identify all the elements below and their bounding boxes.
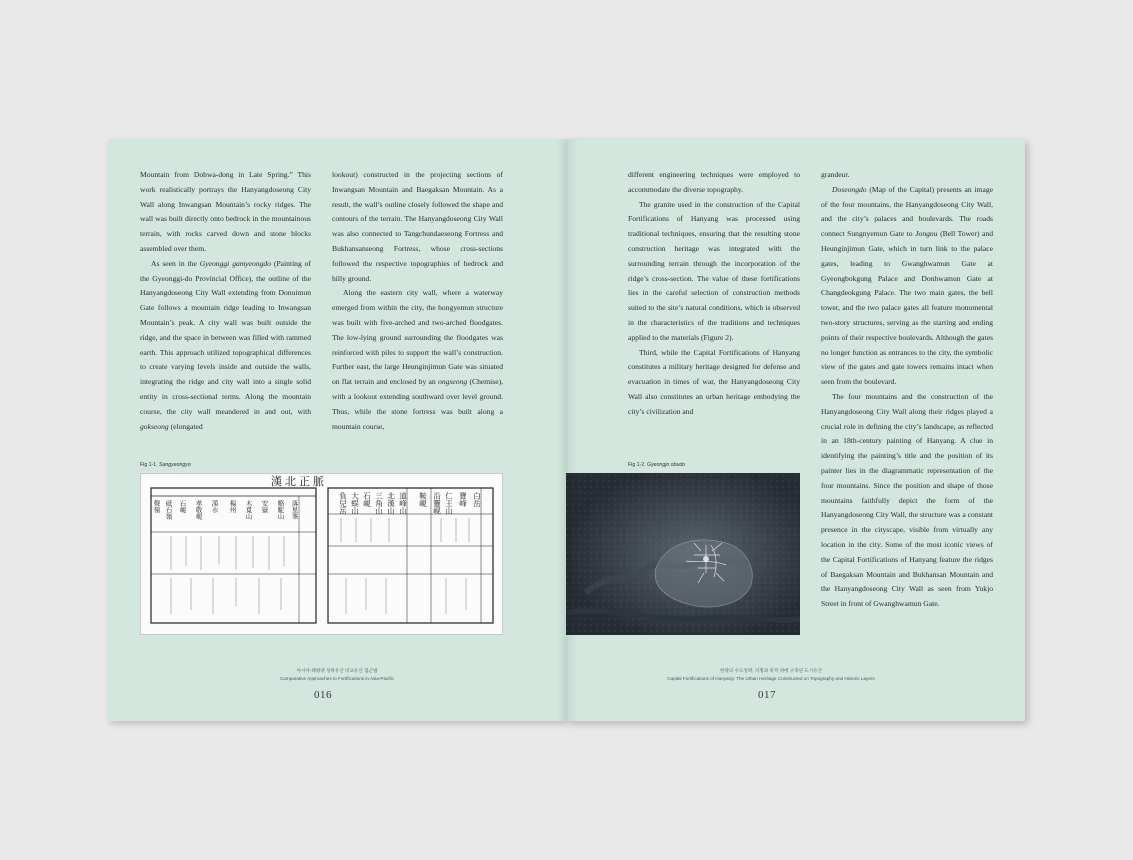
body-paragraph: The granite used in the construction of the Capital Fortifications of Hanyang was processed using traditional techniques, ensuring that the resulting stone construction heritage was integrated with the surrounding terrain through the incorporation of the ridge’s cross-section. The value of these fortifications lies in the careful selection of construction methods suited to the site’s natural conditions, which is observed in the characteristics of the traditions and techniques applied to the materials (Figure 2). <box>628 199 800 342</box>
body-paragraph: different engineering techniques were employed to accommodate the diverse topography. <box>628 170 800 194</box>
right-page <box>566 139 1025 721</box>
caption-prefix: Fig 1-1. <box>140 462 160 468</box>
document-column-label: 寶峰 <box>458 492 468 507</box>
document-column-label: 石峴 <box>362 492 372 507</box>
document-column-label: 道峰山 <box>398 492 408 515</box>
document-header-title: 漢北正脈 <box>271 475 327 488</box>
document-column-label: 砥石嶺 <box>164 500 173 520</box>
document-column-label: 三角山 <box>374 492 384 515</box>
figure-old-document <box>140 473 503 635</box>
body-paragraph: Along the eastern city wall, where a waterway emerged from within the city, the hongyemun structure was built with five-arched and two-arched floodgates. The low-lying ground surrounding the floodgates was reinforced with piles to support the wall’s construction. Further east, the large Heunginjimun Gate was situated on flat terrain and enclosed by an ongseong (Chemise), with a lookout extending southward over level ground. Thus, while the stone fortress was built along a mountain course, <box>332 288 504 431</box>
right-page-column-1 <box>628 168 800 420</box>
left-page <box>108 139 566 721</box>
document-column-label: 白岳 <box>472 492 482 507</box>
document-column-label: 聲嶺 <box>152 500 161 513</box>
document-column-label: 木覓山 <box>244 500 253 520</box>
document-column-label: 孝敬峴 <box>194 500 203 520</box>
body-paragraph: lookout) constructed in the projecting sections of Inwangsan Mountain and Baegaksan Mountain. As a result, the wall’s outline closely followed the shape and contours of the terrain. The Hanyangdoseong City Wall was also connected to Tangchundaeseong Fortress and Bukhansanseong Fortress, whose cross-sections followed the respective topographies of bedrock and hilly ground. <box>332 170 503 283</box>
document-column-label: 楊州 <box>228 500 237 513</box>
aerial-map-graphic <box>566 473 800 635</box>
document-column-label: 駱駝山 <box>276 500 285 520</box>
right-footer-korean-title: 한양의 수도성곽, 지형과 축적 위에 구축된 도시유산 <box>719 668 823 673</box>
body-paragraph: As seen in the Gyeonggi gamyeongdo (Painting of the Gyeonggi-do Provincial Office), the outline of the Hanyangdoseong City Wall extending from Donuimun Gate follows a mountain ridge leading to Inwangsan Mountain’s peak. A city wall was built outside the ridge, and the space in between was filled with rammed earth. This approach utilized topographical differences to create varying levels inside and outside the walls, integrating the ridge and city wall into a single solid entity in cross-sectional terms. Along the mountain course, the city wall meandered in and out, with gokseong (elongated <box>140 258 312 431</box>
left-page-column-2 <box>332 168 503 434</box>
left-footer-english-title: Comparative Approaches to Fortifications in Asia-Pacific <box>280 676 394 681</box>
left-page-number: 016 <box>314 689 332 701</box>
document-column-label: 負兒岳 <box>338 492 348 515</box>
document-column-label: 大蜈山 <box>350 492 360 515</box>
document-column-label: 仁王山 <box>444 492 454 515</box>
figure-caption-1-1 <box>140 462 191 468</box>
caption-prefix: Fig 1-2. <box>628 462 648 468</box>
document-column-label: 落星峯 <box>290 500 299 520</box>
right-page-number: 017 <box>758 689 776 701</box>
figure-aerial-map <box>566 473 800 635</box>
right-page-column-2 <box>821 168 993 612</box>
document-column-label: 鞍峴 <box>418 492 428 507</box>
book-spread <box>108 139 1025 721</box>
body-paragraph: grandeur. <box>821 170 850 179</box>
right-footer-english-title: Capital Fortifications of Hanyang: The Urban Heritage Constructed on Topography and Historic Layers <box>667 676 875 681</box>
document-column-label: 沿靈岘 <box>432 492 442 515</box>
document-column-label: 石峴 <box>178 500 187 513</box>
left-footer-korean-title: 아시아-태평양 성곽유산 비교유산 접근법 <box>296 668 378 673</box>
body-paragraph: Doseongdo (Map of the Capital) presents an image of the four mountains, the Hanyangdoseong City Wall, and the city’s palaces and boulevards. The roads connect Sungnyemun Gate to Jongnu (Bell Tower) and Heunginjimun Gate, which in turn link to the palace gates, leading to Gwanghwamun Gate at Gyeongbokgung Palace and Donhwamun Gate at Changdeokgung Palace. The two main gates, the bell tower, and the two palace gates all feature monumental two-story structures, serving as the starting and ending points of their respective boulevards. Although the gates no longer function as entrances to the city, the symbolic view of the gates and gate towers remains intact when seen from the boulevard. <box>821 184 994 387</box>
left-page-column-1 <box>140 168 311 434</box>
body-paragraph: Mountain from Dohwa-dong in Late Spring.” This work realistically portrays the Hanyangdoseong City Wall along Inwangsan Mountain’s rocky ridges. The wall was built directly onto bedrock in the mountainous terrain, with rocks carved down and stone blocks assembled over them. <box>140 170 311 253</box>
caption-title: Sangyeongyo <box>159 462 191 468</box>
caption-title: Gyeongjo obudo <box>647 462 686 468</box>
document-column-label: 漢水 <box>210 500 219 513</box>
figure-caption-1-2 <box>628 462 685 468</box>
body-paragraph: The four mountains and the construction of the Hanyangdoseong City Wall along their ridges played a crucial role in defining the city’s landscape, as reflected in an 18th-century painting of Hanyang. A clue in identifying the painting’s title and the position of its painter lies in the diagrammatic representation of the four mountains. Since the position and shape of those mountains faithfully depict the form of the Hanyangdoseong City Wall, the structure was a constant presence in the cityscape, visible from virtually any location in the city. Some of the most iconic views of the Capital Fortifications of Hanyang feature the ridges of Baegaksan Mountain and Bukhansan Mountain and the Hanyangdoseong City Wall as seen from Yukjo Street in front of Gwanghwamun Gate. <box>821 391 993 609</box>
document-column-label: 北漢山 <box>386 492 396 515</box>
body-paragraph: Third, while the Capital Fortifications of Hanyang constitutes a military heritage designed for defense and evacuation in times of war, the Hanyangdoseong City Wall also constitutes an urban heritage embodying the city’s civilization and <box>628 347 800 416</box>
document-column-label: 安嶽 <box>260 500 269 513</box>
